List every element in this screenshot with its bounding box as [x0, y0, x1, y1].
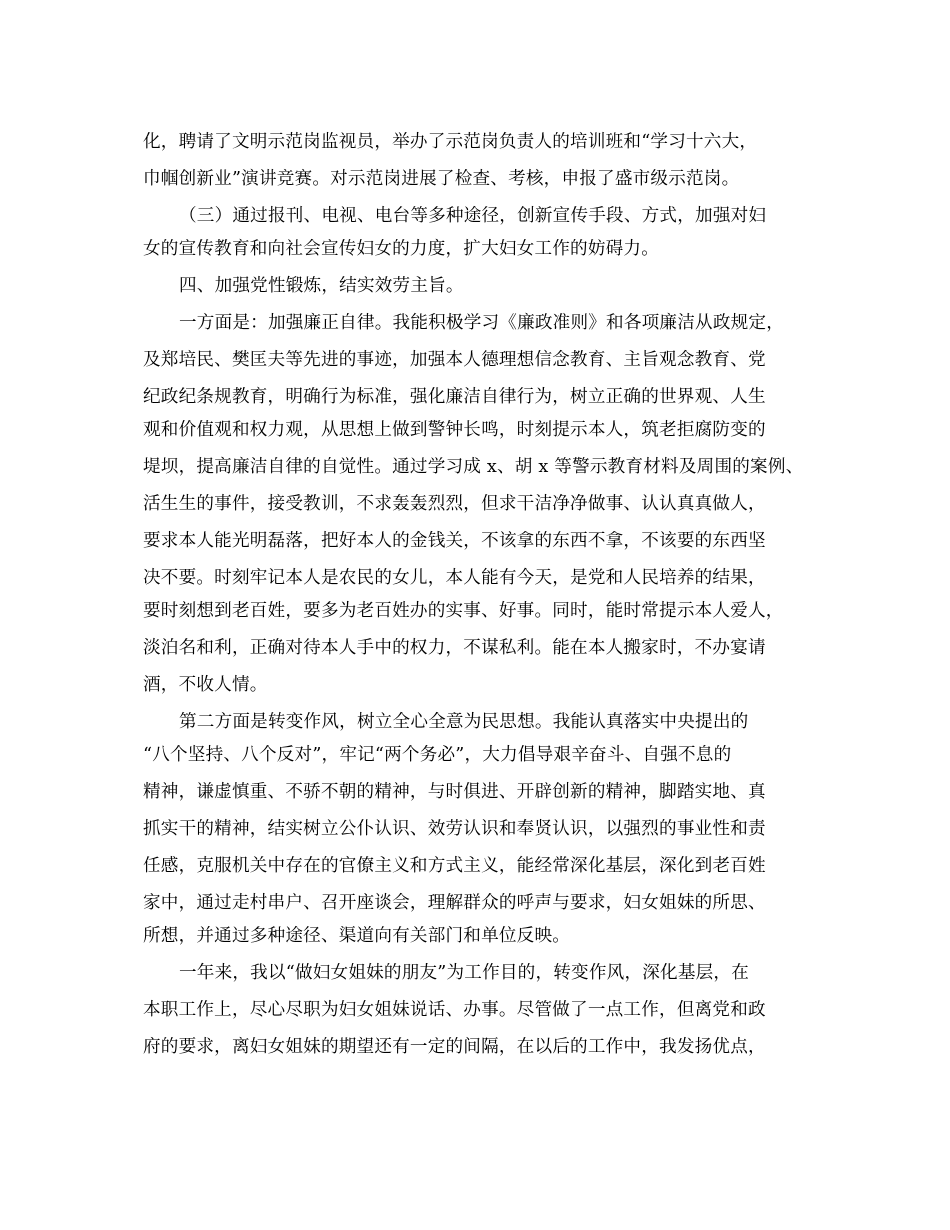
text-line: 家中，通过走村串户、召开座谈会，理解群众的呼声与要求，妇女姐妹的所思、: [143, 893, 766, 913]
text-line: 要求本人能光明磊落，把好本人的金钱关，不该拿的东西不拿，不该要的东西坚: [143, 531, 766, 551]
text-line: 府的要求，离妇女姐妹的期望还有一定的间隔，在以后的工作中，我发扬优点，: [143, 1037, 766, 1057]
text-line: 女的宣传教育和向社会宣传妇女的力度，扩大妇女工作的妨碍力。: [143, 239, 660, 259]
text-line: 要时刻想到老百姓，要多为老百姓办的实事、好事。同时，能时常提示本人爱人，: [143, 601, 784, 621]
text-line: 精神，谦虚慎重、不骄不朝的精神，与时俱进、开辟创新的精神，脚踏实地、真: [143, 782, 766, 802]
text-line: 任感，克服机关中存在的官僚主义和方式主义，能经常深化基层，深化到老百姓: [143, 856, 766, 876]
text-line: 巾帼创新业”演讲竞赛。对示范岗进展了检查、考核，申报了盛市级示范岗。: [143, 169, 740, 189]
text-line: 所想，并通过多种途径、渠道向有关部门和单位反映。: [143, 926, 571, 946]
text-line: 抓实干的精神，结实树立公仆认识、效劳认识和奉贤认识，以强烈的事业性和责: [143, 819, 766, 839]
text-line: 一方面是：加强廉正自律。我能积极学习《廉政准则》和各项廉洁从政规定，: [179, 313, 784, 333]
text-line: 观和价值观和权力观，从思想上做到警钟长鸣，时刻提示本人，筑老拒腐防变的: [143, 420, 766, 440]
text-line: 一年来，我以“做妇女姐妹的朋友”为工作目的，转变作风，深化基层，在: [179, 963, 749, 983]
text-line: 第二方面是转变作风，树立全心全意为民思想。我能认真落实中央提出的: [179, 712, 749, 732]
text-line: 堤坝，提高廉洁自律的自觉性。通过学习成 x、胡 x 等警示教育材料及周围的案例、: [143, 457, 804, 477]
text-line: 纪政纪条规教育，明确行为标准，强化廉洁自律行为，树立正确的世界观、人生: [143, 387, 766, 407]
text-line: 本职工作上，尽心尽职为妇女姐妹说话、办事。尽管做了一点工作，但离党和政: [143, 1000, 766, 1020]
text-line: 酒，不收人情。: [143, 675, 268, 695]
text-line: 四、加强党性锻炼，结实效劳主旨。: [179, 276, 464, 296]
text-line: 活生生的事件，接受教训，不求轰轰烈烈，但求干洁净净做事、认认真真做人，: [143, 494, 766, 514]
text-line: 淡泊名和利，正确对待本人手中的权力，不谋私利。能在本人搬家时，不办宴请: [143, 638, 766, 658]
text-line: 化，聘请了文明示范岗监视员，举办了示范岗负责人的培训班和“学习十六大，: [143, 132, 758, 152]
text-line: 决不要。时刻牢记本人是农民的女儿，本人能有今天，是党和人民培养的结果，: [143, 568, 766, 588]
text-line: “八个坚持、八个反对”，牢记“两个务必”，大力倡导艰辛奋斗、自强不息的: [143, 745, 732, 765]
text-line: （三）通过报刊、电视、电台等多种途径，创新宣传手段、方式，加强对妇: [179, 206, 767, 226]
text-line: 及郑培民、樊匡夫等先进的事迹，加强本人德理想信念教育、主旨观念教育、党: [143, 350, 766, 370]
